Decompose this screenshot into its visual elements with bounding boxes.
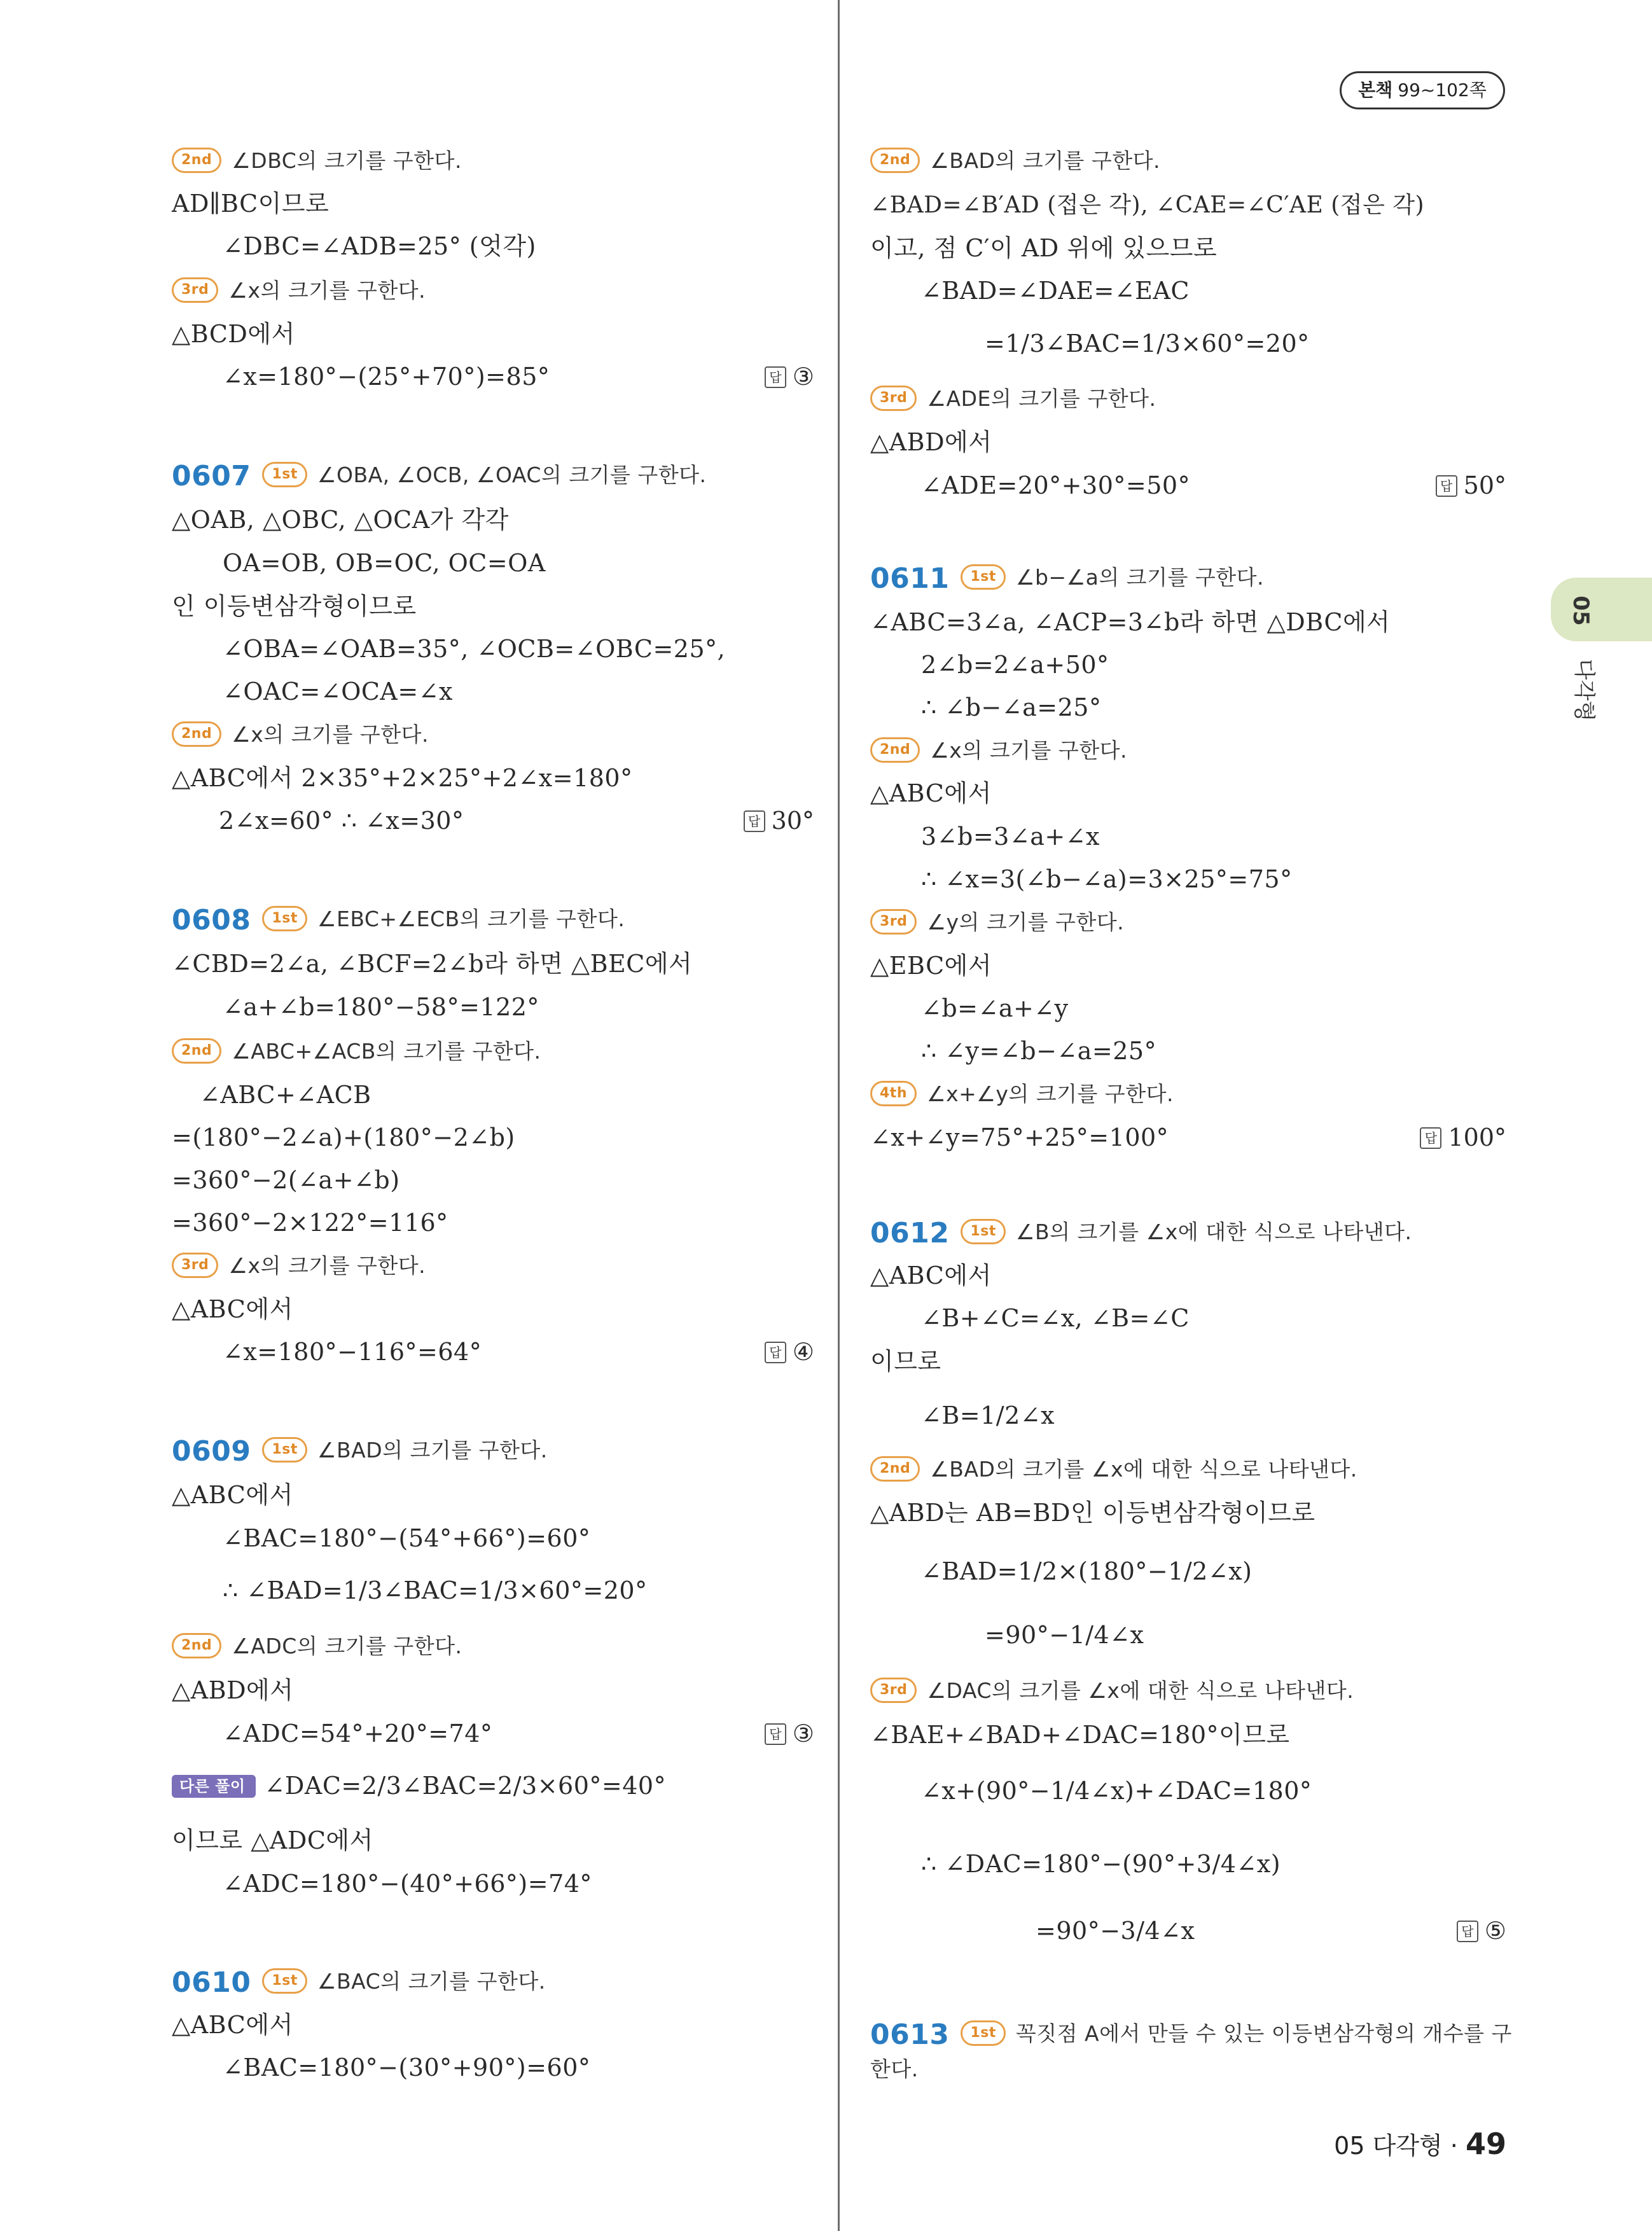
page-footer (1304, 2126, 1506, 2161)
solution-line: ∠a+∠b=180°−58°=122° (223, 993, 539, 1021)
footer-chapter: 05 다각형 · (1334, 2132, 1458, 2160)
step-badge: 4th (870, 1081, 917, 1106)
solution-line: ∴ ∠x=3(∠b−∠a)=3×25°=75° (921, 865, 1293, 893)
solution-line: ∠OAC=∠OCA=∠x (223, 678, 453, 705)
step-badge: 1st (961, 1219, 1005, 1244)
step-text: ∠BAD의 크기를 ∠x에 대한 식으로 나타낸다. (930, 1457, 1357, 1482)
answer-value: 30° (771, 807, 814, 835)
solution-line: △ABD에서 (870, 428, 992, 456)
reference-pill (1340, 71, 1505, 109)
step-line (172, 1630, 462, 1662)
answer-icon: 답 (765, 1342, 786, 1363)
solution-line: △EBC에서 (870, 952, 992, 980)
problem-number: 0607 (172, 459, 251, 492)
step-text: ∠OBA, ∠OCB, ∠OAC의 크기를 구한다. (317, 462, 707, 487)
solution-line: △ABC에서 (172, 1481, 293, 1509)
step-badge: 1st (262, 462, 307, 487)
step-text-continued: 한다. (870, 2057, 919, 2082)
solution-line: ∠x=180°−116°=64° (223, 1338, 482, 1366)
step-line (172, 145, 462, 177)
answer-value: ③ (792, 1720, 814, 1748)
solution-line: ∠x=180°−(25°+70°)=85° (223, 363, 550, 391)
problem-header (870, 2018, 1512, 2050)
step-text: ∠BAD의 크기를 구한다. (930, 148, 1161, 173)
step-line (870, 1078, 1174, 1110)
solution-line: ∠x+(90°−1/4∠x)+∠DAC=180° (921, 1777, 1312, 1805)
reference-label: 본책 (1358, 80, 1393, 101)
step-badge: 3rd (870, 1678, 917, 1703)
step-text: ∠x의 크기를 구한다. (930, 738, 1127, 763)
chapter-tab-title: 다각형 (1571, 658, 1597, 722)
solution-line: 이고, 점 C′이 AD 위에 있으므로 (870, 234, 1218, 262)
solution-line: ∠BAC=180°−(54°+66°)=60° (223, 1524, 591, 1552)
solution-line: ∠CBD=2∠a, ∠BCF=2∠b라 하면 △BEC에서 (172, 950, 693, 978)
problem-header (172, 459, 707, 491)
solution-line: ∠ABC=3∠a, ∠ACP=3∠b라 하면 △DBC에서 (870, 608, 1391, 636)
problem-header (870, 1216, 1412, 1248)
step-badge: 1st (262, 1968, 307, 1994)
chapter-tab-number: 05 (1568, 595, 1593, 626)
answer (765, 1718, 814, 1749)
solution-line: ∠ADC=54°+20°=74° (223, 1720, 493, 1748)
solution-line: 이므로 △ADC에서 (172, 1826, 373, 1854)
solution-line: △ABD에서 (172, 1676, 294, 1704)
solution-line: ∠B+∠C=∠x, ∠B=∠C (921, 1304, 1190, 1332)
problem-number: 0609 (172, 1435, 251, 1468)
solution-line: △ABC에서 (172, 1295, 293, 1323)
problem-number: 0610 (172, 1966, 251, 1999)
step-badge: 2nd (172, 1633, 221, 1658)
answer (765, 361, 814, 393)
step-text: ∠ADE의 크기를 구한다. (927, 386, 1156, 411)
solution-line: ∴ ∠DAC=180°−(90°+3/4∠x) (921, 1850, 1281, 1878)
solution-text: ∠DAC=2/3∠BAC=2/3×60°=40° (264, 1772, 667, 1800)
alt-solution-line (172, 1770, 666, 1802)
step-line (870, 145, 1160, 177)
step-text: ∠DBC의 크기를 구한다. (232, 148, 462, 173)
step-badge: 2nd (172, 1038, 221, 1064)
step-badge: 2nd (870, 148, 920, 173)
step-text: ∠ABC+∠ACB의 크기를 구한다. (232, 1039, 541, 1064)
solution-line: ∠B=1/2∠x (921, 1401, 1055, 1429)
step-badge: 3rd (870, 386, 917, 411)
step-badge: 1st (262, 1437, 307, 1463)
answer-icon: 답 (765, 1723, 786, 1745)
solution-line: △ABC에서 (172, 2011, 293, 2039)
answer (1420, 1122, 1506, 1153)
answer-icon: 답 (1436, 475, 1457, 497)
solution-line: ∠x+∠y=75°+25°=100° (870, 1123, 1169, 1151)
solution-line: =360°−2×122°=116° (172, 1209, 448, 1237)
solution-line: △OAB, △OBC, △OCA가 각각 (172, 506, 509, 534)
solution-line: 이므로 (870, 1347, 941, 1375)
problem-number: 0608 (172, 903, 251, 936)
answer-icon: 답 (1420, 1127, 1441, 1149)
step-text: ∠x의 크기를 구한다. (228, 1253, 426, 1278)
problem-header (870, 562, 1264, 594)
solution-line: ∠BAC=180°−(30°+90°)=60° (223, 2054, 591, 2082)
step-text: 꼭짓점 A에서 만들 수 있는 이등변삼각형의 개수를 구 (1015, 2021, 1512, 2046)
solution-line: △ABC에서 (870, 1261, 992, 1289)
step-badge: 2nd (870, 1456, 920, 1482)
reference-pages: 99~102쪽 (1398, 80, 1487, 101)
problem-header (172, 1435, 548, 1466)
step-badge: 1st (262, 906, 307, 931)
step-badge: 1st (961, 564, 1005, 590)
solution-line: =1/3∠BAC=1/3×60°=20° (985, 330, 1310, 358)
solution-line: 2∠x=60° ∴ ∠x=30° (219, 807, 464, 835)
solution-line: =360°−2(∠a+∠b) (172, 1166, 400, 1194)
solution-line: =90°−3/4∠x (1036, 1917, 1195, 1945)
solution-line: ∠BAE+∠BAD+∠DAC=180°이므로 (870, 1721, 1290, 1749)
problem-number: 0612 (870, 1216, 950, 1249)
step-text: ∠DAC의 크기를 ∠x에 대한 식으로 나타낸다. (927, 1678, 1354, 1703)
solution-line: =90°−1/4∠x (985, 1621, 1144, 1649)
step-text: ∠ADC의 크기를 구한다. (232, 1634, 462, 1658)
step-badge: 3rd (172, 277, 218, 303)
step-text: ∠b−∠a의 크기를 구한다. (1015, 565, 1264, 590)
solution-line: ∠BAD=1/2×(180°−1/2∠x) (921, 1557, 1253, 1585)
step-badge: 3rd (172, 1253, 218, 1278)
problem-header (172, 903, 625, 935)
solution-line: ∴ ∠b−∠a=25° (921, 693, 1102, 721)
step-badge: 2nd (172, 148, 221, 173)
solution-line: =(180°−2∠a)+(180°−2∠b) (172, 1123, 515, 1151)
page-number: 49 (1465, 2127, 1506, 2161)
solution-line: △BCD에서 (172, 320, 295, 348)
step-text: ∠x+∠y의 크기를 구한다. (927, 1081, 1174, 1106)
problem-number: 0611 (870, 562, 950, 595)
step-text: ∠BAC의 크기를 구한다. (317, 1969, 546, 1994)
answer-value: ⑤ (1484, 1917, 1506, 1945)
answer (744, 805, 814, 837)
answer-value: ③ (792, 363, 814, 391)
solution-line: 인 이등변삼각형이므로 (172, 592, 417, 620)
step-line (870, 383, 1156, 415)
solution-line: ∠OBA=∠OAB=35°, ∠OCB=∠OBC=25°, (223, 635, 726, 663)
step-line (172, 1036, 541, 1067)
step-line (870, 735, 1127, 767)
solution-line: △ABC에서 2×35°+2×25°+2∠x=180° (172, 764, 633, 792)
step-line (870, 1454, 1357, 1485)
problem-header (172, 1966, 546, 1998)
step-badge: 2nd (172, 721, 221, 747)
solution-line: ∠BAD=∠B′AD (접은 각), ∠CAE=∠C′AE (접은 각) (870, 192, 1425, 218)
solution-line: ∠ADE=20°+30°=50° (921, 471, 1191, 499)
step-line (172, 275, 426, 307)
solution-line: 3∠b=3∠a+∠x (921, 823, 1100, 851)
step-text: ∠x의 크기를 구한다. (232, 722, 429, 747)
answer-icon: 답 (1457, 1921, 1478, 1942)
step-badge: 2nd (870, 737, 920, 763)
column-divider (838, 0, 840, 2231)
solution-line: △ABC에서 (870, 779, 992, 807)
step-text: ∠x의 크기를 구한다. (228, 278, 426, 303)
answer (1457, 1915, 1506, 1947)
step-text: ∠y의 크기를 구한다. (927, 910, 1125, 935)
step-line (172, 719, 429, 751)
step-line (172, 1250, 426, 1282)
answer-value: 50° (1463, 471, 1506, 499)
step-text: ∠BAD의 크기를 구한다. (317, 1438, 548, 1463)
step-line (870, 907, 1124, 938)
solution-line: ∠DBC=∠ADB=25° (엇각) (223, 232, 536, 260)
answer (1436, 469, 1506, 501)
step-line (870, 1675, 1354, 1707)
solution-line: ∴ ∠BAD=1/3∠BAC=1/3×60°=20° (223, 1576, 648, 1604)
solution-line: ∠ABC+∠ACB (200, 1081, 371, 1109)
problem-number: 0613 (870, 2018, 950, 2051)
step-text: ∠EBC+∠ECB의 크기를 구한다. (317, 907, 625, 931)
solution-line: ∠b=∠a+∠y (921, 994, 1069, 1022)
answer-value: ④ (792, 1338, 814, 1366)
solution-line: △ABD는 AB=BD인 이등변삼각형이므로 (870, 1499, 1315, 1527)
solution-line: 2∠b=2∠a+50° (921, 651, 1109, 679)
step-badge: 3rd (870, 909, 917, 935)
step-text: ∠B의 크기를 ∠x에 대한 식으로 나타낸다. (1015, 1220, 1412, 1244)
solution-line: ∴ ∠y=∠b−∠a=25° (921, 1037, 1157, 1065)
answer-value: 100° (1448, 1123, 1506, 1151)
step-badge: 1st (961, 2020, 1005, 2046)
solution-line: OA=OB, OB=OC, OC=OA (223, 549, 546, 577)
answer-icon: 답 (744, 810, 765, 832)
answer-icon: 답 (765, 366, 786, 388)
answer (765, 1336, 814, 1368)
alt-solution-badge: 다른 풀이 (172, 1775, 256, 1798)
solution-line: AD∥BC이므로 (172, 190, 330, 218)
solution-line: ∠ADC=180°−(40°+66°)=74° (223, 1870, 592, 1898)
solution-line: ∠BAD=∠DAE=∠EAC (921, 277, 1190, 305)
